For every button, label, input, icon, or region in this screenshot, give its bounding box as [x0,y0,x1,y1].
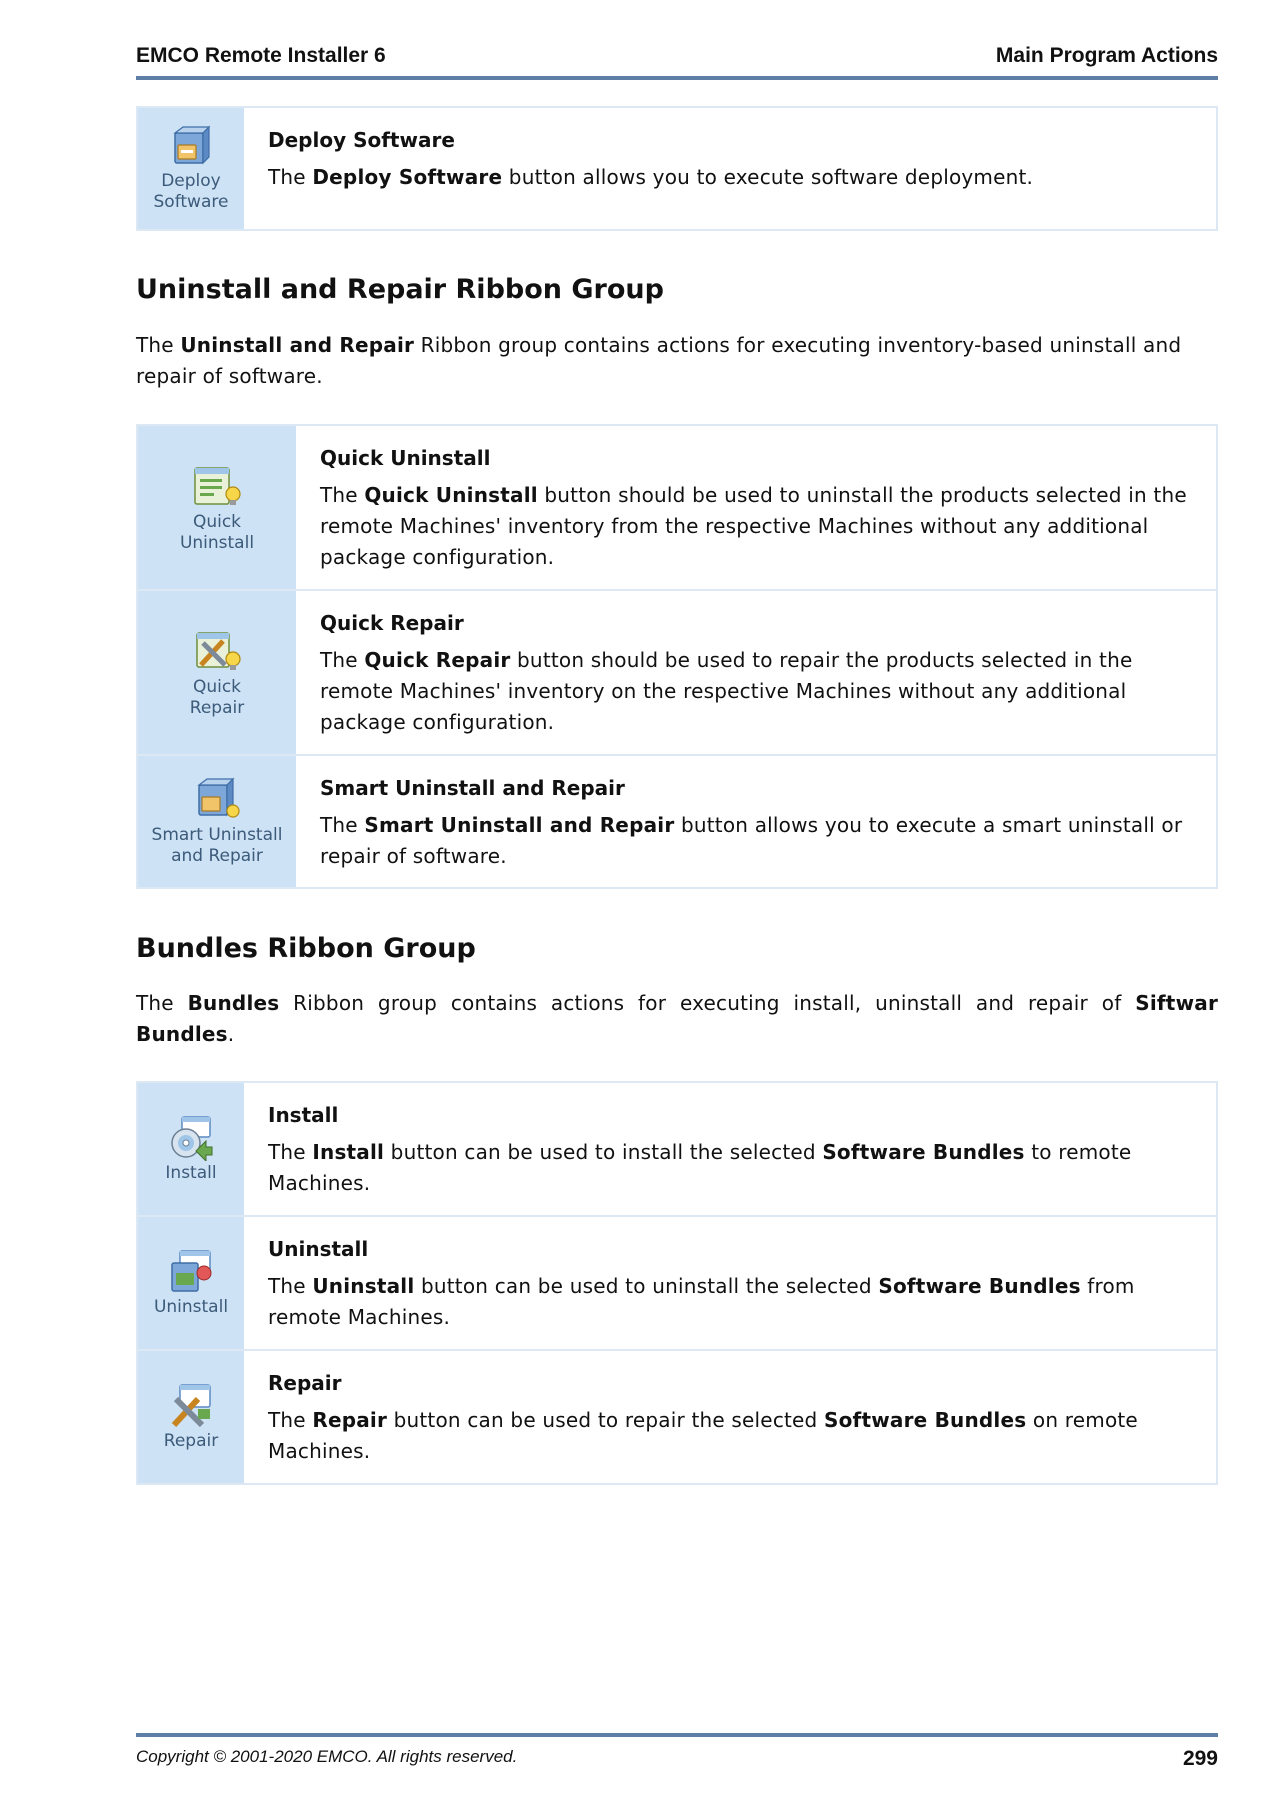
text-cell [244,108,1216,229]
item-description: The Repair button can be used to repair the selected Software Bundles on remote Machines. [268,1408,1138,1463]
deploy-table [136,106,1218,231]
item-title: Deploy Software [268,128,455,152]
table-row [138,426,1216,589]
quick-repair-button[interactable] [138,591,296,754]
section-heading-uninstall-repair: Uninstall and Repair Ribbon Group [136,274,664,305]
quick-uninstall-icon [191,462,243,510]
repair-button[interactable] [138,1351,244,1483]
copyright: Copyright © 2001-2020 EMCO. All rights reserved. [136,1747,518,1766]
item-title: Install [268,1103,339,1127]
text-cell [296,591,1216,754]
icon-label: Uninstall [153,1296,229,1317]
quick-repair-icon [191,627,243,675]
item-title: Quick Uninstall [320,446,491,470]
text-cell [296,426,1216,589]
item-description: The Deploy Software button allows you to execute software deployment. [268,165,1034,189]
text-cell [296,756,1216,887]
table-row [138,108,1216,229]
icon-label: Smart Uninstall and Repair [151,824,283,866]
item-description: The Quick Repair button should be used to repair the products selected in the remote Machines' inventory on the respective Machines without any additional package configuration. [320,648,1133,734]
uninstall-icon [168,1249,214,1295]
page-footer [136,1733,1218,1777]
text-cell [244,1217,1216,1349]
table-row [138,589,1216,754]
deploy-software-button[interactable] [138,108,244,229]
item-title: Quick Repair [320,611,464,635]
table-row [138,1083,1216,1215]
item-description: The Uninstall button can be used to uninstall the selected Software Bundles from remote Machines. [268,1274,1135,1329]
section-heading-bundles: Bundles Ribbon Group [136,933,476,964]
document-title: EMCO Remote Installer 6 [136,44,386,67]
item-title: Repair [268,1371,342,1395]
quick-uninstall-button[interactable] [138,426,296,589]
icon-label: Repair [163,1430,219,1451]
icon-label: Quick Repair [189,676,245,718]
item-description: The Smart Uninstall and Repair button allows you to execute a smart uninstall or repair of software. [320,813,1183,868]
section-paragraph: The Bundles Ribbon group contains actions for executing install, uninstall and repair of Siftwar Bundles. [136,991,1219,1046]
item-title: Uninstall [268,1237,369,1261]
uninstall-button[interactable] [138,1217,244,1349]
table-row [138,1349,1216,1483]
table-row [138,754,1216,887]
bundles-table [136,1081,1218,1485]
item-title: Smart Uninstall and Repair [320,776,625,800]
section-paragraph: The Uninstall and Repair Ribbon group contains actions for executing inventory-based uninstall and repair of software. [136,333,1182,388]
item-description: The Quick Uninstall button should be used to uninstall the products selected in the remote Machines' inventory from the respective Machines without any additional package configuration. [320,483,1187,569]
text-cell [244,1351,1216,1483]
item-description: The Install button can be used to install the selected Software Bundles to remote Machines. [268,1140,1132,1195]
smart-uninstall-repair-button[interactable] [138,756,296,887]
icon-label: Deploy Software [153,170,229,212]
deploy-software-icon [169,125,213,169]
uninstall-repair-table [136,424,1218,889]
text-cell [244,1083,1216,1215]
smart-uninstall-repair-icon [193,777,241,823]
page-number: 299 [1182,1747,1218,1770]
icon-label: Install [165,1162,217,1183]
install-button[interactable] [138,1083,244,1215]
page-header [136,42,1218,80]
repair-icon [168,1383,214,1429]
install-icon [168,1115,214,1161]
table-row [138,1215,1216,1349]
icon-label: Quick Uninstall [179,511,255,553]
chapter-title: Main Program Actions [995,44,1218,67]
